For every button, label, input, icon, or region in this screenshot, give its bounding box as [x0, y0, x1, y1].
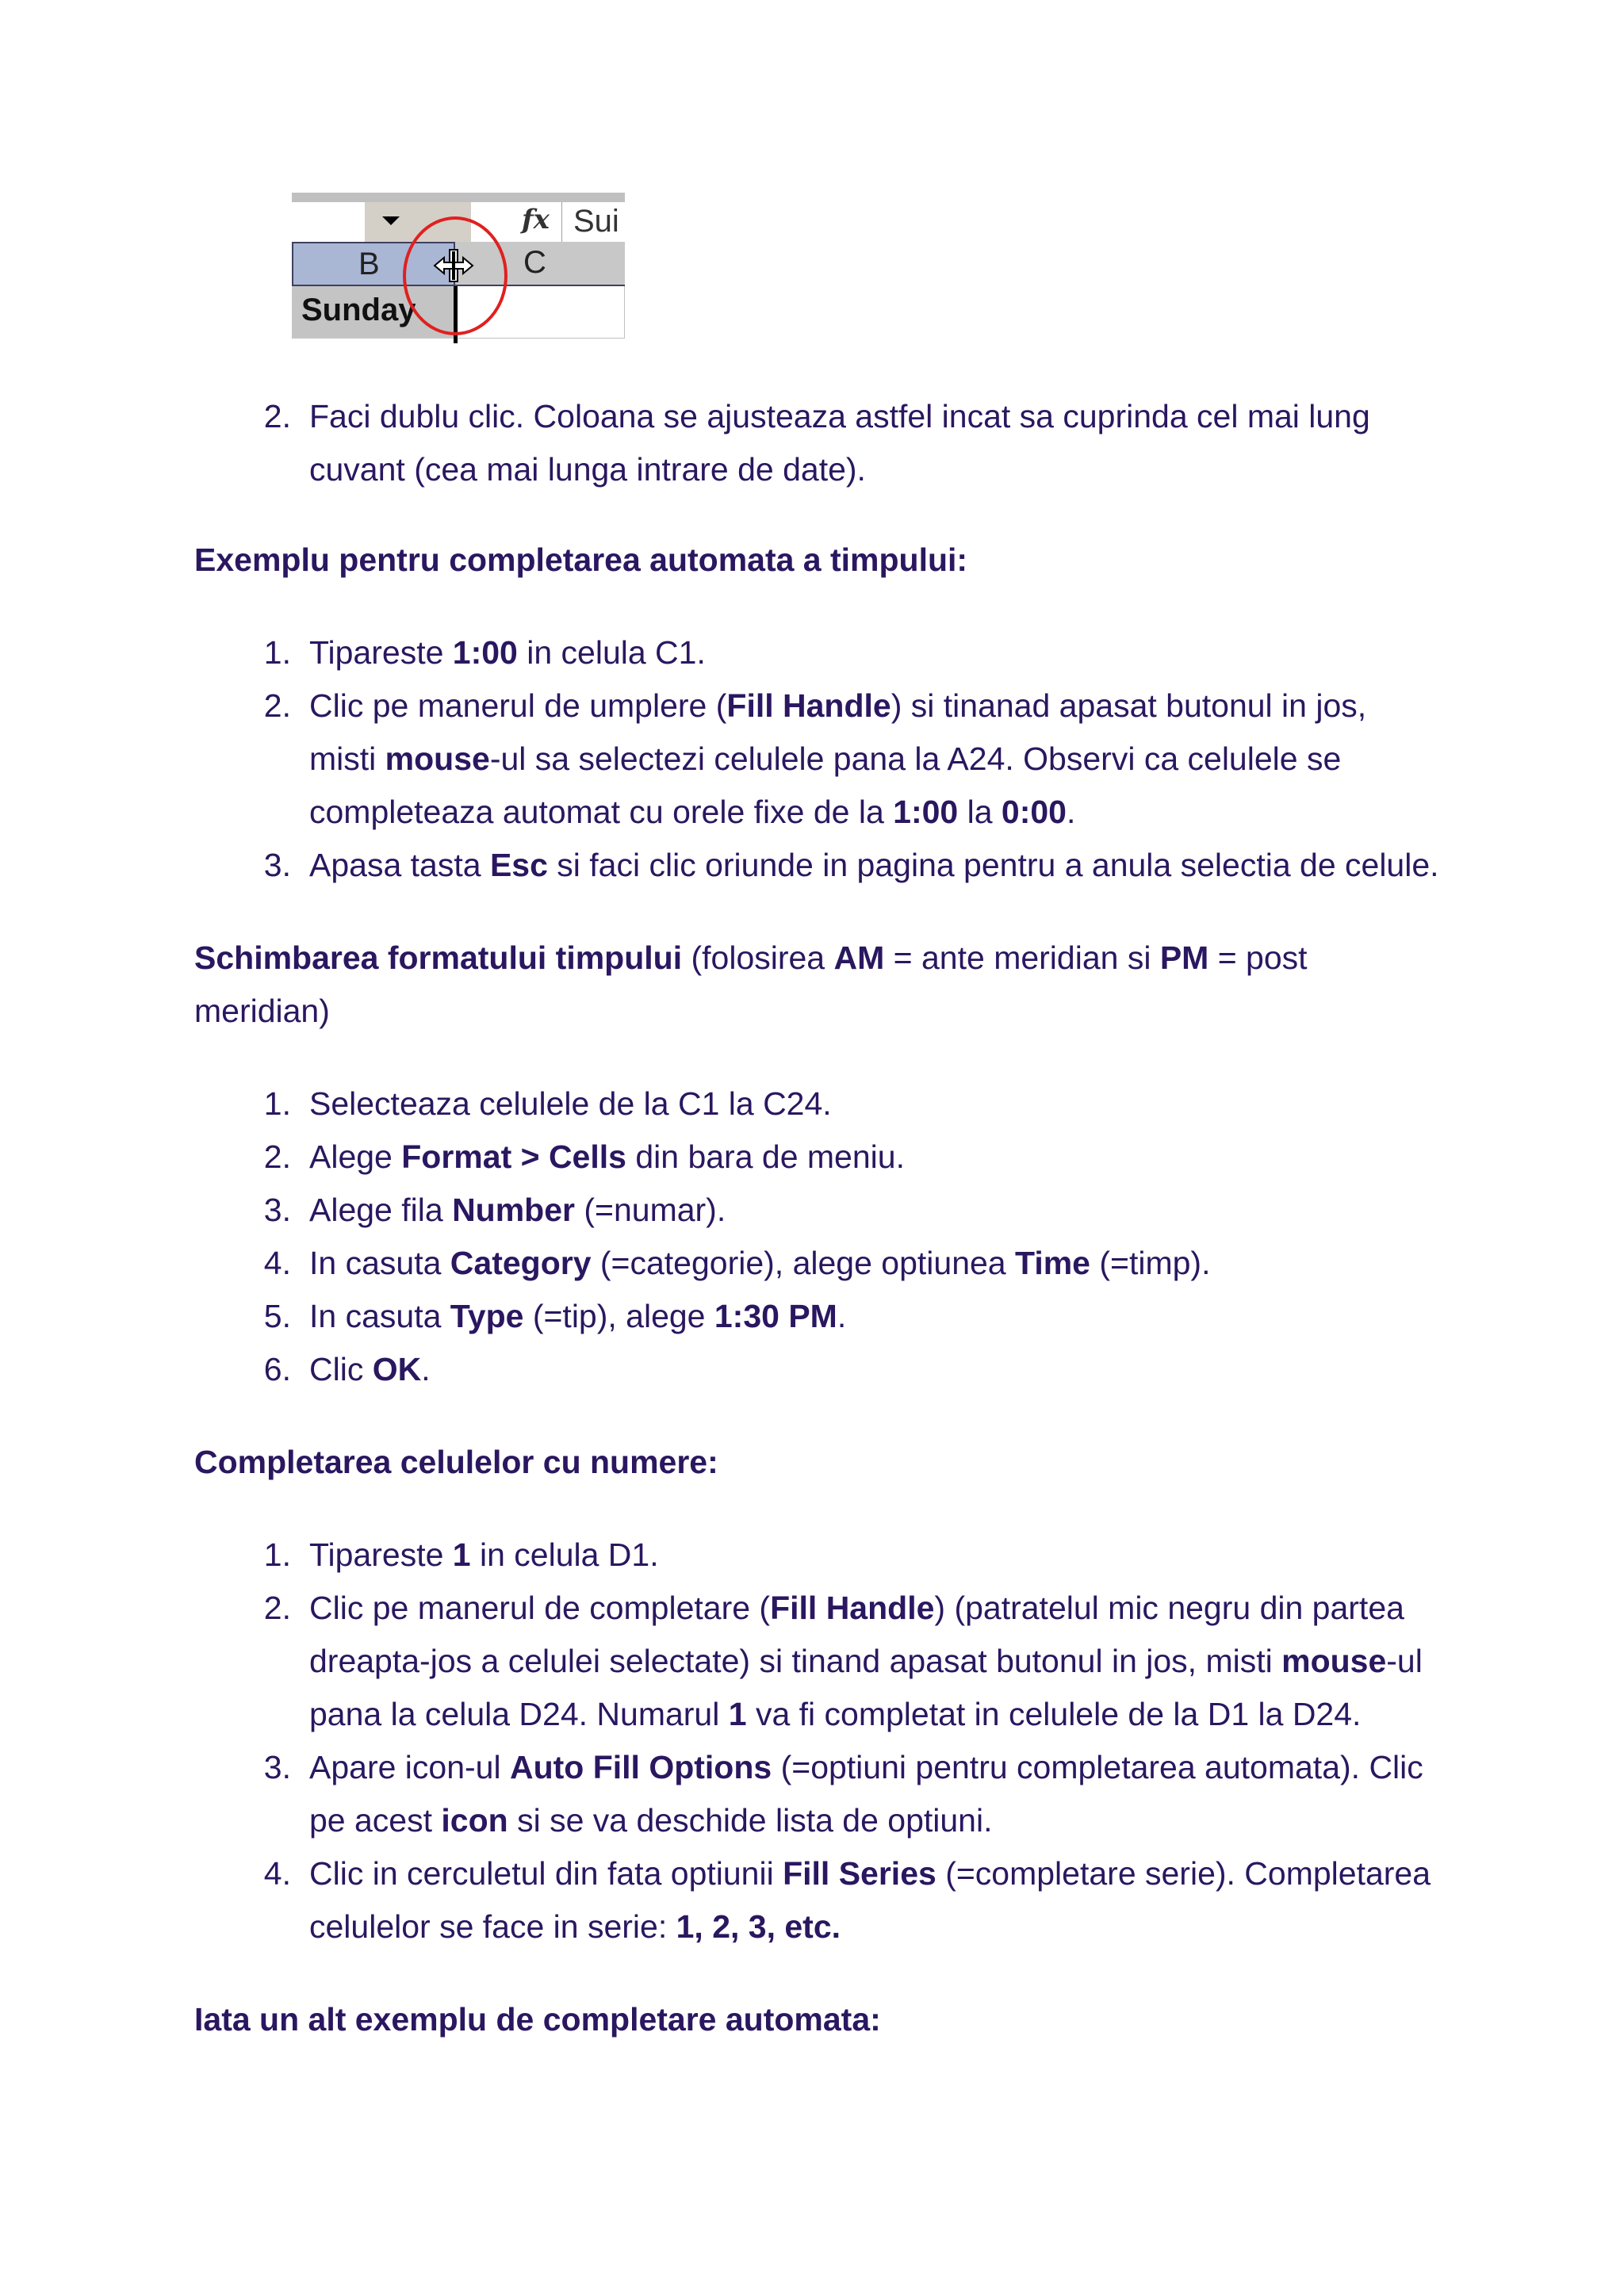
list-number: 1. [263, 1536, 291, 1573]
list-number: 1. [263, 634, 291, 671]
list-number: 2. [263, 1590, 291, 1626]
section-heading-numbers: Completarea celulelor cu numere: [194, 1444, 718, 1480]
list-number: 2. [263, 398, 291, 434]
list-text: pe acest icon si se va deschide lista de optiuni. [309, 1802, 993, 1839]
list-text: Clic pe manerul de umplere (Fill Handle) si tinanad apasat butonul in jos, [309, 687, 1367, 724]
section-heading-final: Iata un alt exemplu de completare automata: [194, 2001, 881, 2038]
name-box [292, 202, 366, 242]
list-text: Alege Format > Cells din bara de meniu. [309, 1138, 905, 1175]
list-text: misti mouse-ul sa selectezi celulele pana la A24. Observi ca celulele se [309, 740, 1342, 777]
list-text: Clic in cerculetul din fata optiunii Fill Series (=completare serie). Completarea [309, 1855, 1431, 1892]
resize-cursor-icon [433, 248, 474, 283]
list-text: Tipareste 1 in celula D1. [309, 1536, 659, 1573]
list-number: 4. [263, 1245, 291, 1281]
list-text: pana la celula D24. Numarul 1 va fi completat in celulele de la D1 la D24. [309, 1696, 1362, 1732]
column-header-b-label: B [358, 247, 380, 281]
list-number: 1. [263, 1085, 291, 1122]
toolbar-edge [292, 193, 625, 202]
list-text: Apasa tasta Esc si faci clic oriunde in pagina pentru a anula selectia de celule. [309, 847, 1439, 883]
list-text: Clic OK. [309, 1351, 431, 1387]
section-heading-format-cont: meridian) [194, 993, 330, 1029]
list-text: In casuta Type (=tip), alege 1:30 PM. [309, 1298, 847, 1334]
formula-bar [561, 202, 625, 242]
list-number: 4. [263, 1855, 291, 1892]
list-text: Apare icon-ul Auto Fill Options (=optiuni pentru completarea automata). Clic [309, 1749, 1423, 1785]
list-text: Tipareste 1:00 in celula C1. [309, 634, 706, 671]
fx-icon: fx [522, 204, 550, 235]
section-heading-format: Schimbarea formatului timpului (folosirea AM = ante meridian si PM = post [194, 939, 1308, 976]
list-text: Clic pe manerul de completare (Fill Handle) (patratelul mic negru din partea [309, 1590, 1404, 1626]
list-text: Selecteaza celulele de la C1 la C24. [309, 1085, 832, 1122]
list-number: 3. [263, 847, 291, 883]
list-text: Alege fila Number (=numar). [309, 1192, 726, 1228]
list-number: 5. [263, 1298, 291, 1334]
list-number: 3. [263, 1192, 291, 1228]
list-number: 2. [263, 687, 291, 724]
list-text: In casuta Category (=categorie), alege optiunea Time (=timp). [309, 1245, 1211, 1281]
column-autofit-screenshot [292, 193, 625, 343]
column-header-c-label: C [523, 245, 546, 280]
list-number: 3. [263, 1749, 291, 1785]
list-text: celulelor se face in serie: 1, 2, 3, etc. [309, 1908, 841, 1945]
section-heading-time: Exemplu pentru completarea automata a timpului: [194, 541, 968, 578]
formula-text: Sui [573, 204, 619, 239]
list-number: 6. [263, 1351, 291, 1387]
list-text: completeaza automat cu orele fixe de la 1:00 la 0:00. [309, 794, 1076, 830]
list-text: Faci dublu clic. Coloana se ajusteaza astfel incat sa cuprinda cel mai lung [309, 398, 1370, 434]
list-text: dreapta-jos a celulei selectate) si tinand apasat butonul in jos, misti mouse-ul [309, 1643, 1423, 1679]
dropdown-arrow-icon [382, 216, 400, 225]
list-number: 2. [263, 1138, 291, 1175]
list-text: cuvant (cea mai lunga intrare de date). [309, 451, 866, 488]
cell-b1-value: Sunday [301, 293, 416, 327]
